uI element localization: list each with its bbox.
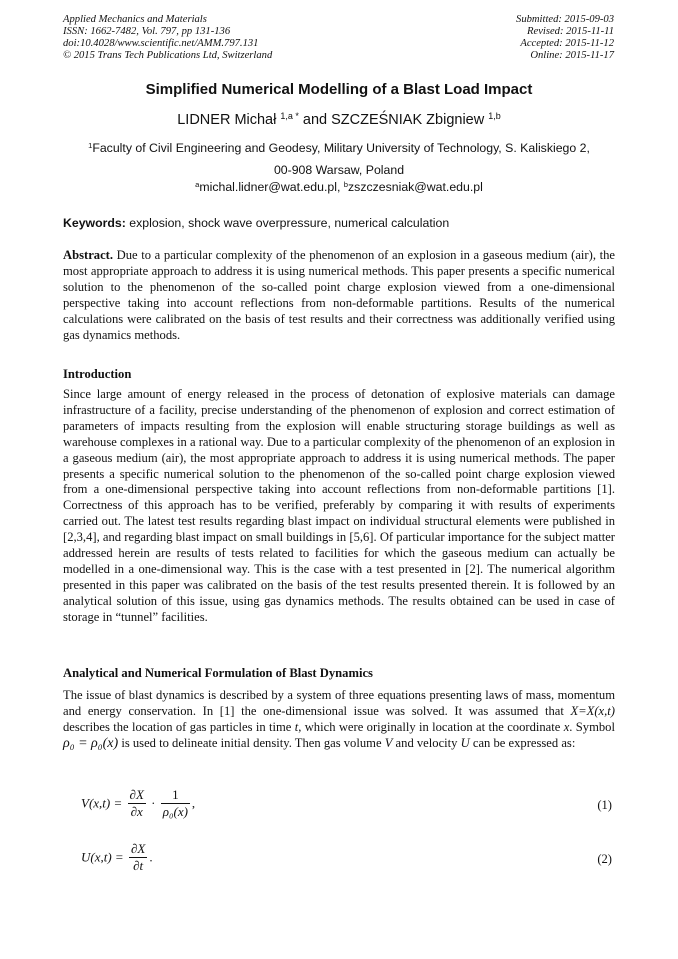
keywords-label: Keywords: (63, 216, 126, 230)
keywords-text: explosion, shock wave overpressure, numerical calculation (125, 216, 450, 230)
journal-header-left (63, 14, 272, 62)
equation-2: U(x,t) = $\frac{\partial X}{\partial t}$ . (81, 841, 153, 873)
email-b: zszczesniak@wat.edu.pl (348, 180, 483, 194)
author-line (0, 112, 678, 128)
equation-1-number: (1) (597, 798, 612, 812)
author-2: SZCZEŚNIAK Zbigniew (331, 112, 485, 128)
analytical-paragraph: The issue of blast dynamics is described by a system of three equations presenting laws of mass, momentum and energy conservation. In [1] the one-dimensional issue was solved. It was assumed that X=X(x,t) describes the location of gas particles in time t, which were originally in location at the coordinate x. Symbol ρ₀ = ρ₀(x) is used to delineate initial density. Then gas volume V and velocity U can be expressed as: (63, 688, 615, 751)
abstract-text: Due to a particular complexity of the phenomenon of an explosion in a gaseous medium (air), the most appropriate approach to address it is using numerical methods. This paper presents a specific numerical solution to the phenomenon of the so-called point charge explosion viewed from a one-dimensional perspective taking into account reflections from non-deformable partitions. Results of the numerical calculations were calibrated on the basis of test results and their correctness was additionally verified using gas dynamics methods. (63, 248, 615, 342)
journal-issn: ISSN: 1662-7482, Vol. 797, pp 131-136 (63, 26, 231, 37)
section-heading-introduction: Introduction (63, 367, 132, 381)
author-conjunction: and (298, 112, 332, 128)
email-b-marker: b (343, 179, 349, 189)
affiliation-line-2: 00-908 Warsaw, Poland (273, 163, 405, 177)
date-revised: Revised: 2015-11-11 (527, 26, 614, 37)
email-a-marker: a (195, 179, 200, 189)
fraction-dX-dt: $\frac{\partial X}{\partial t}$ (130, 841, 146, 873)
journal-doi: doi:10.4028/www.scientific.net/AMM.797.131 (63, 38, 259, 49)
abstract-label: Abstract. (63, 248, 114, 262)
author-1-affiliation: 1,a * (280, 111, 299, 122)
author-2-affiliation: 1,b (488, 111, 501, 122)
email-a: michal.lidner@wat.edu.pl, (199, 180, 344, 194)
paper-title: Simplified Numerical Modelling of a Blast Load Impact (145, 81, 533, 98)
section-heading-analytical: Analytical and Numerical Formulation of Blast Dynamics (63, 666, 373, 680)
equation-1: V(x,t) = $\frac{\partial X}{\partial x}$ · $\frac{1}{\text{ρ₀(x)}}$ , (81, 787, 196, 819)
affiliation (0, 137, 678, 181)
date-online: Online: 2015-11-17 (530, 50, 614, 61)
affiliation-marker: 1 (88, 140, 93, 150)
journal-header-right (516, 14, 614, 62)
keywords (63, 216, 615, 230)
author-1: LIDNER Michał (177, 112, 277, 128)
author-emails (0, 180, 678, 194)
equation-2-number: (2) (597, 852, 612, 866)
affiliation-line-1: $^1$Faculty of Civil Engineering and Geodesy, Military University of Technology, S. Kaliskiego 2, (88, 140, 590, 155)
date-submitted: Submitted: 2015-09-03 (516, 14, 614, 25)
abstract (63, 248, 615, 343)
journal-name: Applied Mechanics and Materials (63, 14, 207, 25)
fraction-1-over-rho: $\frac{1}{\text{ρ₀(x)}}$ (162, 787, 188, 819)
introduction-paragraph: Since large amount of energy released in the process of detonation of explosive materials can damage infrastructure of a facility, precise understanding of the phenomenon of explosion and correct estimation of parameters of impacts resulting from the explosion will enable structuring storage buildings as well as warehouse complexes in a rational way. Due to a particular complexity of the phenomenon of an explosion in a gaseous medium (air), the most appropriate approach to address it is using numerical methods. The paper presents a specific numerical solution to the phenomenon of the so-called point charge explosion viewed from a one-dimensional perspective taking into account reflections from non-deformable partitions [1]. Correctness of this approach has to be verified, preferably by comparing it with results of experiments carried out. The latest test results regarding blast impact on individual structural elements were published in [2,3,4], and regarding blast impact on small buildings in [5,6]. Of particular importance for the subject matter addressed herein are results of tests related to facilities for which the gaseous medium can actually be modelled in a one-dimensional way. This is the case with a test presented in [2]. The numerical algorithm presented in this paper was calibrated on the basis of the test results presented therein. It is followed by an analytical solution of this issue, using gas dynamics methods. The results obtained can be used in case of storage in “tunnel” facilities. (63, 387, 615, 624)
date-accepted: Accepted: 2015-11-12 (520, 38, 614, 49)
journal-copyright: © 2015 Trans Tech Publications Ltd, Switzerland (63, 50, 273, 61)
rho-symbol: ρ₀ = ρ₀(x) (63, 735, 119, 751)
fraction-dX-dx: $\frac{\partial X}{\partial x}$ (129, 787, 144, 819)
